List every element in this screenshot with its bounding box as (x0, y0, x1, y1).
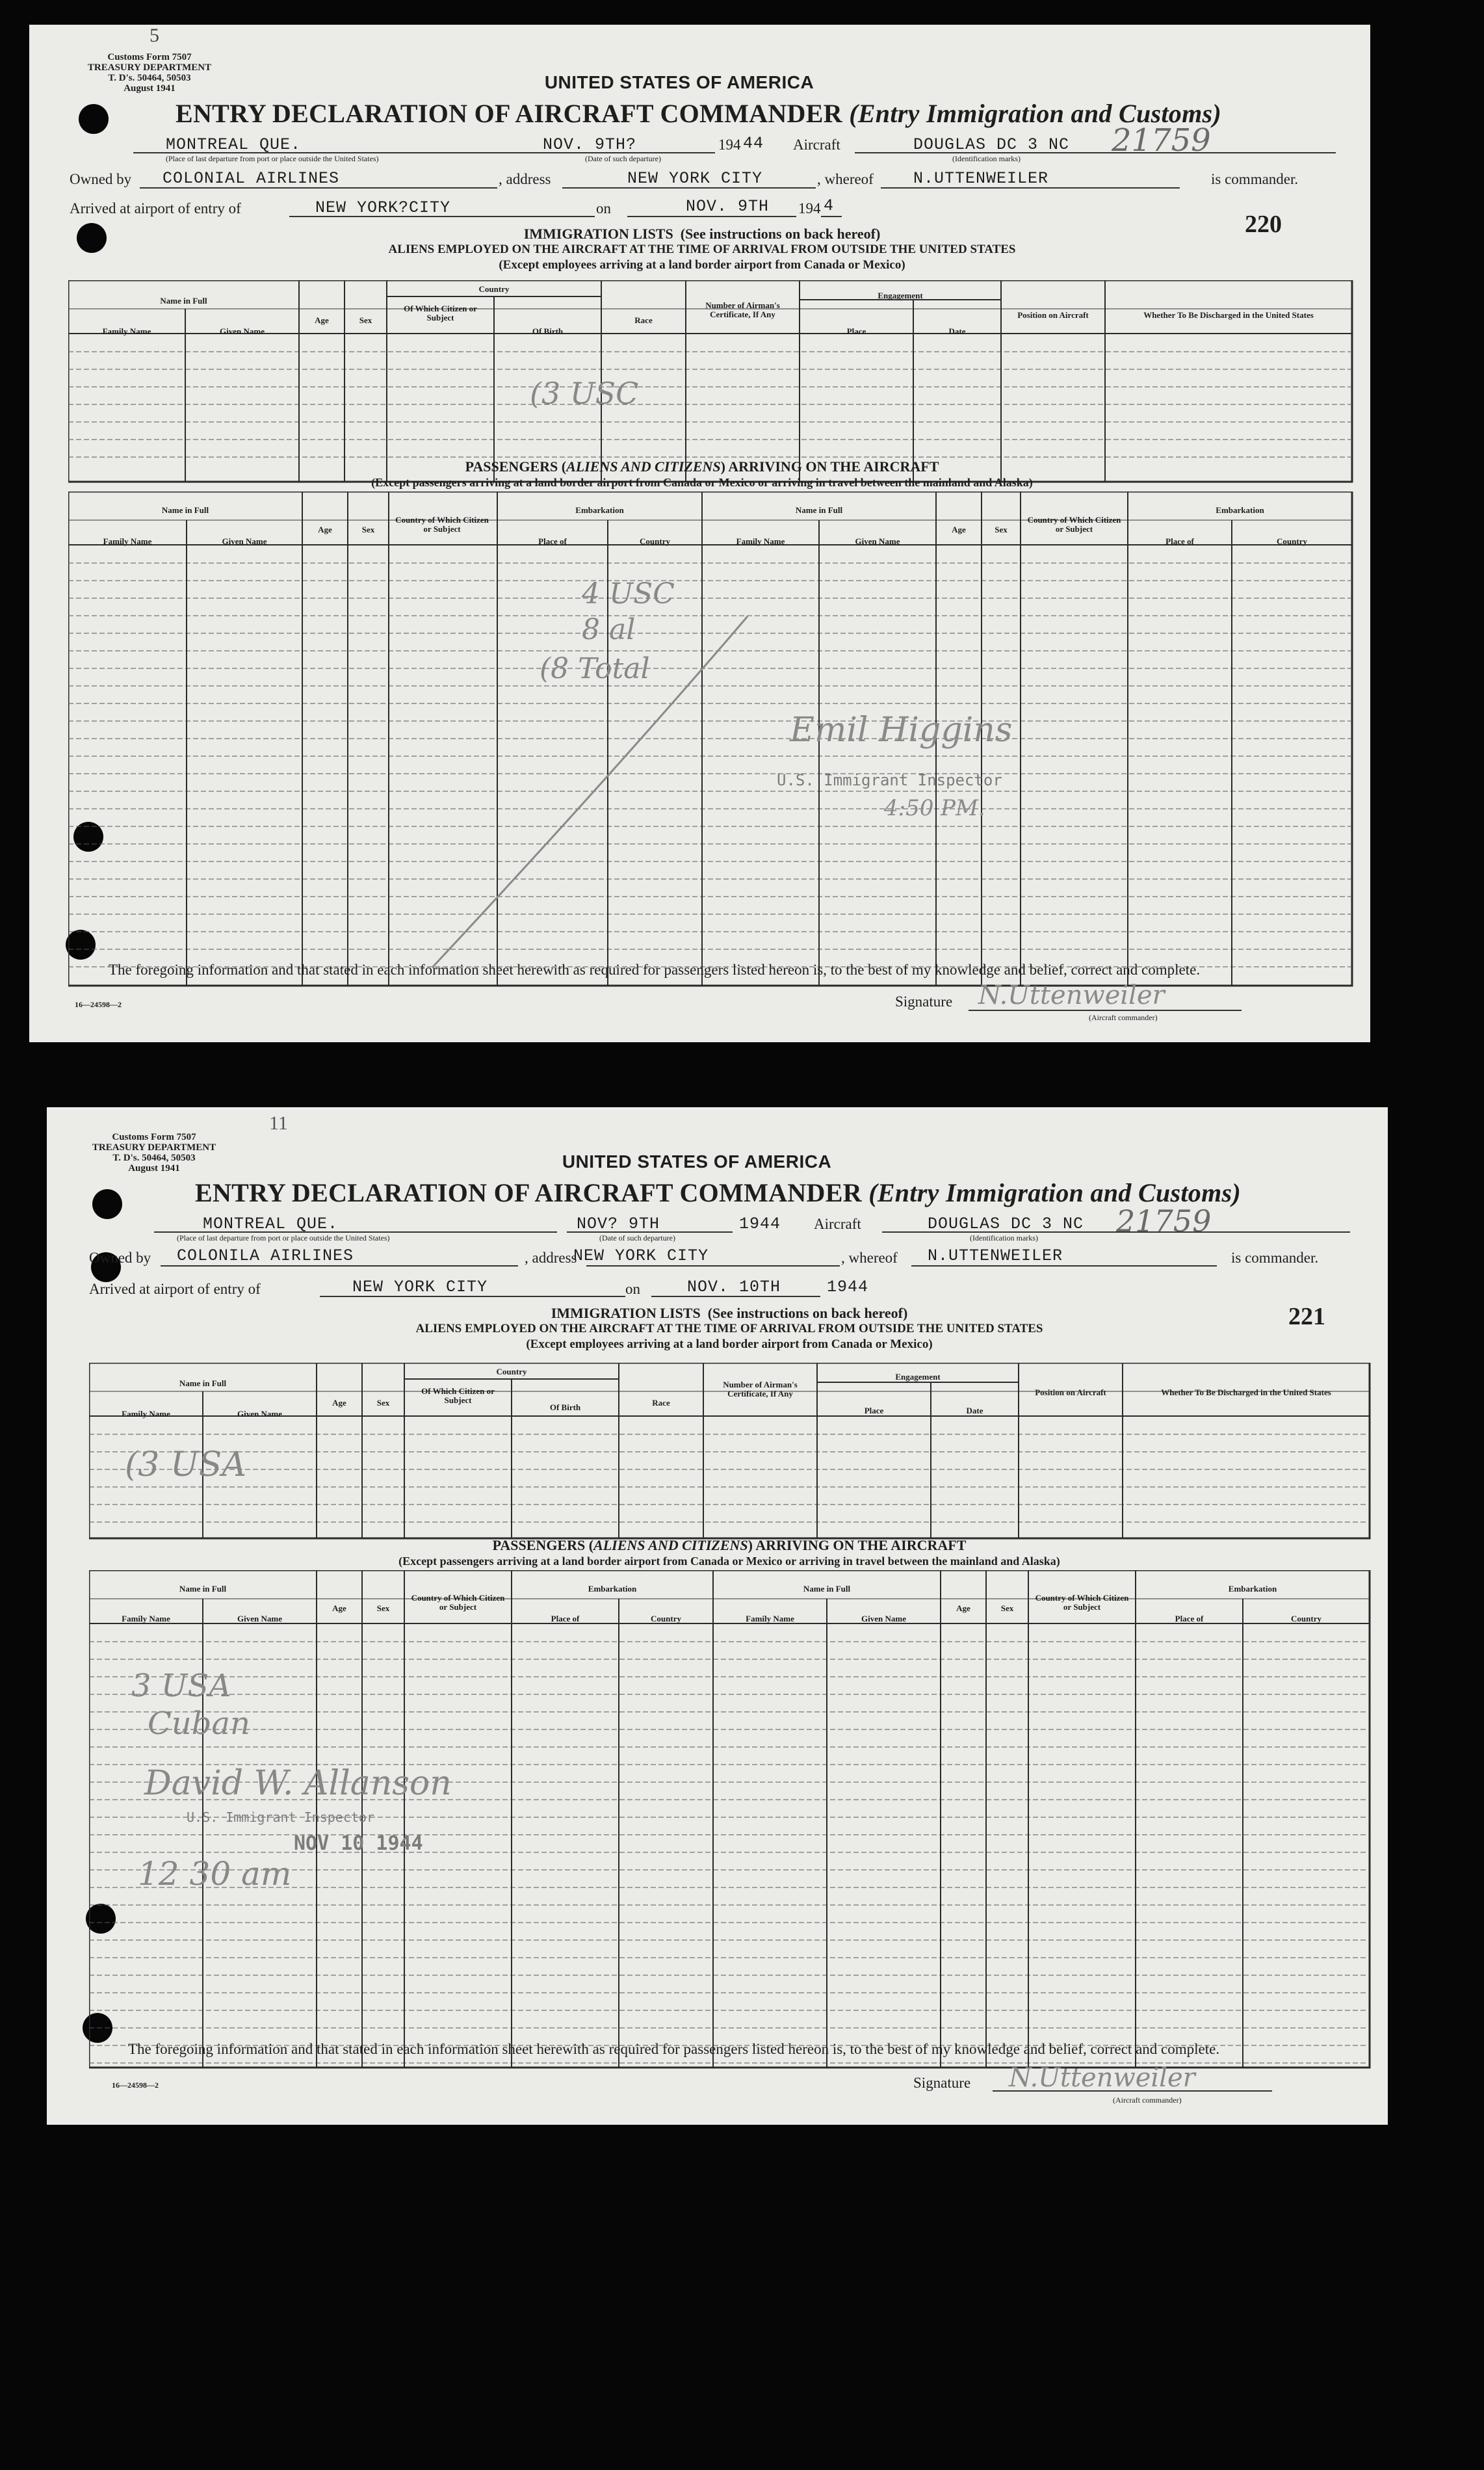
form-number: 16—24598—2 (112, 2081, 159, 2090)
pax-header-sex: Sex (361, 525, 375, 534)
aircraft-id: DOUGLAS DC 3 NC (928, 1215, 1084, 1233)
is-commander-label: is commander. (1211, 171, 1299, 187)
owned-label: Owned by (89, 1250, 151, 1266)
underline (562, 187, 816, 189)
address: NEW YORK CITY (573, 1246, 709, 1265)
crew-header-date: Date (948, 326, 966, 336)
owned-label: Owned by (70, 171, 132, 187)
commander: N.UTTENWEILER (913, 169, 1049, 188)
signature-handwritten: N.Uttenweiler (978, 980, 1165, 1010)
departure-caption: (Place of last departure from port or place outside the United States) (166, 154, 379, 163)
pax-header-age: Age (318, 525, 332, 534)
underline (161, 1265, 518, 1267)
passengers-heading: PASSENGERS (ALIENS AND CITIZENS) ARRIVING ON THE AIRCRAFT (Except passengers arriving at a land border airport from Canada or Mexico or arriving in travel between the mainland and Alaska) (371, 458, 1033, 489)
pax-header-given: Given Name (222, 536, 267, 546)
underline (140, 187, 497, 189)
owner: COLONILA AIRLINES (177, 1246, 354, 1265)
pax-header-citizen-2: Country of Which Citizen or Subject (1027, 515, 1121, 534)
year-suffix: 1944 (739, 1215, 781, 1233)
crew-header-birth: Of Birth (549, 1402, 581, 1412)
underline (993, 2090, 1272, 2092)
arrival-airport: NEW YORK?CITY (315, 198, 451, 217)
declaration-text: The foregoing information and that stated in each information sheet herewith as required for passengers listed hereon is, to the best of my knowledge and belief, correct and complete. (109, 962, 1201, 978)
departure-date: NOV? 9TH (577, 1215, 660, 1233)
underline (855, 152, 1336, 153)
crew-header-discharged: Whether To Be Discharged in the United States (1143, 310, 1314, 320)
pax-handwritten-1: 4 USC (582, 577, 675, 611)
country-title: UNITED STATES OF AMERICA (562, 1151, 832, 1172)
pax-header-sex-2: Sex (995, 525, 1008, 534)
aircraft-handwritten: 21759 (1112, 122, 1211, 159)
pax-header-age-2: Age (956, 1603, 970, 1613)
pax-header-given: Given Name (237, 1614, 282, 1623)
crew-header-age: Age (332, 1398, 346, 1408)
inspector-stamp: U.S. Immigrant Inspector (187, 1809, 374, 1825)
sheet-number: 221 (1288, 1303, 1325, 1330)
passengers-heading: PASSENGERS (ALIENS AND CITIZENS) ARRIVING ON THE AIRCRAFT (Except passengers arriving at a land border airport from Canada or Mexico or arriving in travel between the mainland and Alaska) (398, 1537, 1060, 1568)
crew-header-country: Country (496, 1367, 527, 1376)
signature-label: Signature (913, 2075, 971, 2091)
aircraft-label: Aircraft (814, 1216, 861, 1232)
underline (911, 1265, 1217, 1267)
pax-header-name-2: Name in Full (803, 1584, 851, 1594)
arrival-airport: NEW YORK CITY (352, 1278, 488, 1296)
underline (320, 1296, 625, 1297)
form-header: Customs Form 7507 TREASURY DEPARTMENT T. D's. 50464, 50503 August 1941 (87, 52, 212, 94)
pax-header-country: Country (640, 536, 670, 546)
underline (154, 1231, 557, 1233)
pax-header-sex-2: Sex (1000, 1603, 1014, 1613)
year-prefix: 194 (718, 137, 741, 153)
whereof-label: , whereof (841, 1250, 898, 1266)
underline (882, 1231, 1350, 1233)
aircraft-id: DOUGLAS DC 3 NC (913, 135, 1070, 154)
pax-header-citizen: Country of Which Citizen or Subject (395, 515, 489, 534)
pax-header-citizen-2: Country of Which Citizen or Subject (1035, 1593, 1129, 1612)
crew-header-engagement: Engagement (895, 1372, 941, 1382)
address-label: , address (499, 171, 551, 187)
immigration-heading: IMMIGRATION LISTS (See instructions on back hereof) ALIENS EMPLOYED ON THE AIRCRAFT AT THE TIME OF ARRIVAL FROM OUTSIDE THE UNITED STATES (Except employees arriving at a land border airport from Canada or Mexico) (388, 226, 1016, 272)
address-label: , address (525, 1250, 577, 1266)
pax-handwritten-3: David W. Allanson (144, 1764, 452, 1803)
signature-caption: (Aircraft commander) (1089, 1013, 1158, 1022)
pax-header-name: Name in Full (179, 1584, 227, 1594)
inspector-signature: Emil Higgins (790, 711, 1013, 750)
form-header: Customs Form 7507 TREASURY DEPARTMENT T. D's. 50464, 50503 August 1941 (92, 1132, 216, 1174)
pax-handwritten-2: 8 al (582, 613, 636, 646)
pax-header-place-2: Place of (1165, 536, 1194, 546)
departure-date: NOV. 9TH? (543, 135, 637, 154)
pax-header-embarkation-2: Embarkation (1228, 1584, 1277, 1594)
declaration-text: The foregoing information and that stated in each information sheet herewith as required for passengers listed hereon is, to the best of my knowledge and belief, correct and complete. (128, 2041, 1220, 2057)
on-label: on (625, 1281, 640, 1297)
country-title: UNITED STATES OF AMERICA (544, 72, 814, 92)
pax-header-age-2: Age (952, 525, 966, 534)
pax-header-age: Age (332, 1603, 346, 1613)
on-label: on (596, 200, 611, 217)
sheet-number: 220 (1245, 211, 1282, 238)
form-title: ENTRY DECLARATION OF AIRCRAFT COMMANDER (Entry Immigration and Customs) (195, 1178, 1241, 1207)
date-caption: (Date of such departure) (599, 1233, 675, 1242)
crew-header-engagement: Engagement (878, 291, 923, 300)
pax-header-country-2: Country (1277, 536, 1307, 546)
crew-header-position: Position on Aircraft (1035, 1387, 1106, 1397)
pax-header-sex: Sex (376, 1603, 390, 1613)
crew-header-position: Position on Aircraft (1017, 310, 1089, 320)
immigration-heading: IMMIGRATION LISTS (See instructions on back hereof) ALIENS EMPLOYED ON THE AIRCRAFT AT THE TIME OF ARRIVAL FROM OUTSIDE THE UNITED STATES (Except employees arriving at a land border airport from Canada or Mexico) (415, 1305, 1043, 1351)
crew-header-place: Place (846, 326, 866, 336)
arrival-date: NOV. 9TH (686, 197, 770, 216)
departure-place: MONTREAL QUE. (203, 1215, 339, 1233)
underline (133, 152, 536, 153)
pax-handwritten-1: 3 USA (131, 1668, 231, 1704)
underline (536, 152, 715, 153)
pax-header-place: Place of (551, 1614, 580, 1623)
crew-header-age: Age (315, 315, 329, 325)
pax-header-country: Country (651, 1614, 681, 1623)
arr-year-prefix: 194 (798, 200, 821, 217)
inspector-time: 4:50 PM. (884, 795, 985, 821)
crew-header-citizen: Of Which Citizen or Subject (404, 304, 477, 322)
signature-label: Signature (895, 993, 953, 1010)
crew-header-birth: Of Birth (532, 326, 564, 336)
aircraft-label: Aircraft (793, 137, 840, 153)
crew-header-race: Race (634, 315, 653, 325)
crew-header-sex: Sex (359, 315, 372, 325)
departure-place: MONTREAL QUE. (166, 135, 302, 154)
commander: N.UTTENWEILER (928, 1246, 1063, 1265)
pax-header-family-2: Family Name (746, 1614, 794, 1623)
inspector-date: NOV 10 1944 (294, 1832, 423, 1855)
address: NEW YORK CITY (627, 169, 763, 188)
pax-handwritten-2: Cuban (148, 1705, 250, 1742)
pax-handwritten-3: (8 Total (540, 652, 650, 685)
pax-header-country-2: Country (1291, 1614, 1321, 1623)
crew-header-certificate: Number of Airman's Certificate, If Any (723, 1380, 798, 1399)
underline (627, 216, 796, 217)
pax-header-embarkation: Embarkation (575, 505, 624, 515)
crew-header-name: Name in Full (160, 296, 207, 306)
pax-header-place: Place of (538, 536, 567, 546)
crew-header-certificate: Number of Airman's Certificate, If Any (705, 300, 780, 319)
corner-mark: 5 (150, 25, 159, 46)
pax-header-citizen: Country of Which Citizen or Subject (411, 1593, 505, 1612)
pax-header-given-2: Given Name (855, 536, 900, 546)
crew-header-given: Given Name (220, 326, 265, 336)
underline (881, 187, 1180, 189)
arrival-date: NOV. 10TH (687, 1278, 781, 1296)
crew-header-sex: Sex (376, 1398, 390, 1408)
crew-header-date: Date (966, 1406, 983, 1415)
form-number: 16—24598—2 (75, 1000, 122, 1009)
crew-handwritten: (3 USA (125, 1445, 246, 1484)
signature-handwritten: N.Uttenweiler (1009, 2063, 1195, 2093)
underline (586, 1265, 840, 1267)
declaration-form-221 (47, 1107, 1388, 2125)
arrived-label: Arrived at airport of entry of (89, 1281, 261, 1297)
crew-header-family: Family Name (122, 1409, 170, 1419)
signature-caption: (Aircraft commander) (1113, 2096, 1182, 2105)
crew-header-discharged: Whether To Be Discharged in the United States (1161, 1387, 1331, 1397)
punch-hole (79, 104, 109, 134)
crew-handwritten: (3 USC (530, 376, 639, 411)
declaration-form-220 (29, 25, 1370, 1042)
underline (969, 1010, 1242, 1011)
whereof-label: , whereof (817, 171, 874, 187)
underline (651, 1296, 820, 1297)
inspector-stamp: U.S. Immigrant Inspector (777, 771, 1002, 789)
underline (289, 216, 595, 217)
crew-header-name: Name in Full (179, 1378, 227, 1388)
pax-header-family: Family Name (122, 1614, 170, 1623)
ident-caption: (Identification marks) (952, 154, 1021, 163)
pax-header-name: Name in Full (161, 505, 209, 515)
crew-header-race: Race (652, 1398, 670, 1408)
pax-header-name-2: Name in Full (795, 505, 843, 515)
form-title: ENTRY DECLARATION OF AIRCRAFT COMMANDER (Entry Immigration and Customs) (176, 99, 1221, 128)
punch-hole (92, 1189, 122, 1219)
pax-header-family: Family Name (103, 536, 152, 546)
ident-caption: (Identification marks) (970, 1233, 1038, 1242)
pax-header-given-2: Given Name (861, 1614, 906, 1623)
pax-header-embarkation: Embarkation (588, 1584, 637, 1594)
crew-header-family: Family Name (102, 326, 151, 336)
crew-header-citizen: Of Which Citizen or Subject (421, 1386, 495, 1405)
pax-header-place-2: Place of (1175, 1614, 1204, 1623)
is-commander-label: is commander. (1231, 1250, 1319, 1266)
crew-header-place: Place (864, 1406, 884, 1415)
pax-strike-line (419, 610, 757, 974)
owner: COLONIAL AIRLINES (163, 169, 340, 188)
underline (567, 1231, 733, 1233)
departure-caption: (Place of last departure from port or place outside the United States) (177, 1233, 390, 1242)
year-suffix: 44 (743, 134, 764, 153)
aircraft-handwritten: 21759 (1116, 1203, 1212, 1239)
date-caption: (Date of such departure) (585, 154, 661, 163)
corner-mark: 11 (269, 1112, 288, 1134)
arrived-label: Arrived at airport of entry of (70, 200, 241, 217)
pax-header-family-2: Family Name (736, 536, 785, 546)
underline (821, 216, 842, 217)
inspector-time: 12 30 am (138, 1855, 292, 1893)
arr-year-suffix: 1944 (827, 1278, 869, 1296)
crew-header-given: Given Name (237, 1409, 282, 1419)
crew-header-country: Country (478, 284, 510, 294)
arr-year-suffix: 4 (824, 196, 835, 215)
pax-header-embarkation-2: Embarkation (1216, 505, 1264, 515)
